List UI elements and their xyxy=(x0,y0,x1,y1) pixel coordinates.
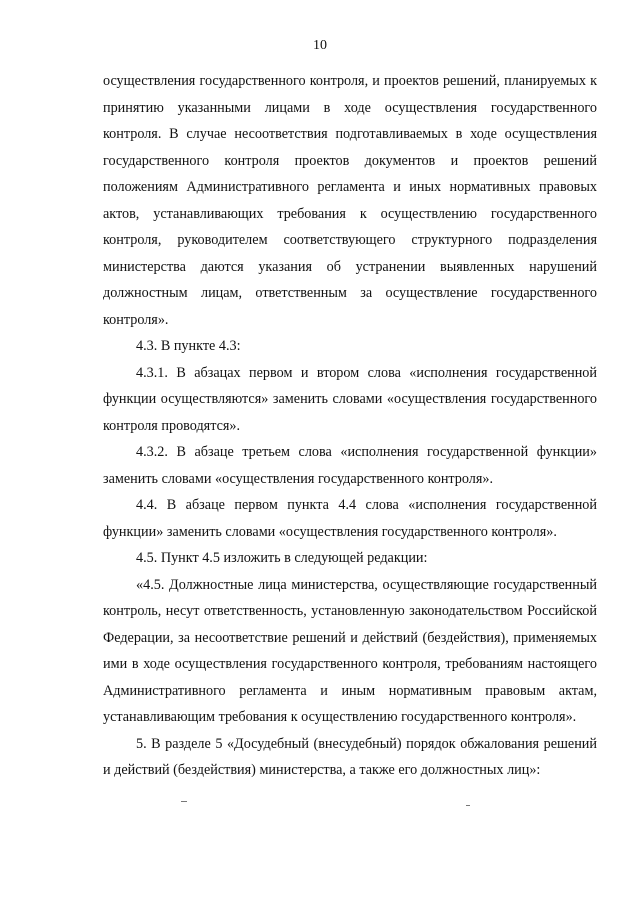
paragraph-4-4: 4.4. В абзаце первом пункта 4.4 слова «исполнения государственной функции» заменить словами «осуществления государственного контроля». xyxy=(103,497,597,540)
scan-mark xyxy=(181,801,187,802)
document-body xyxy=(103,68,597,784)
page-number: 10 xyxy=(313,38,327,53)
paragraph-4-5: 4.5. Пункт 4.5 изложить в следующей редакции: xyxy=(136,550,428,566)
paragraph-4-5-text: «4.5. Должностные лица министерства, осуществляющие государственный контроль, несут ответственность, установленную законодательством Российской Федерации, за несоответствие решений и действий (бездействия), применяемых ими в ходе осуществления государственного контроля, требованиям настоящего Административного регламента и иным нормативным правовым актам, устанавливающим требования к осуществлению государственного контроля». xyxy=(103,576,597,725)
paragraph-continuation: осуществления государственного контроля, и проектов решений, планируемых к принятию указанными лицами в ходе осуществления государственного контроля. В случае несоответствия подготавливаемых в ходе осуществления государственного контроля проектов документов и проектов решений положениям Административного регламента и иных нормативных правовых актов, устанавливающих требования к осуществлению государственного контроля, руководителем соответствующего структурного подразделения министерства даются указания об устранении выявленных нарушений должностным лицам, ответственным за осуществление государственного контроля». xyxy=(103,73,597,328)
paragraph-4-3: 4.3. В пункте 4.3: xyxy=(136,338,241,354)
paragraph-4-3-1: 4.3.1. В абзацах первом и втором слова «исполнения государственной функции осуществляются» заменить словами «осуществления государственного контроля проводятся». xyxy=(103,364,597,434)
scan-mark xyxy=(466,805,470,806)
paragraph-5: 5. В разделе 5 «Досудебный (внесудебный) порядок обжалования решений и действий (бездействия) министерства, а также его должностных лиц»: xyxy=(103,735,597,778)
paragraph-4-3-2: 4.3.2. В абзаце третьем слова «исполнения государственной функции» заменить словами «осуществления государственного контроля». xyxy=(103,444,597,487)
